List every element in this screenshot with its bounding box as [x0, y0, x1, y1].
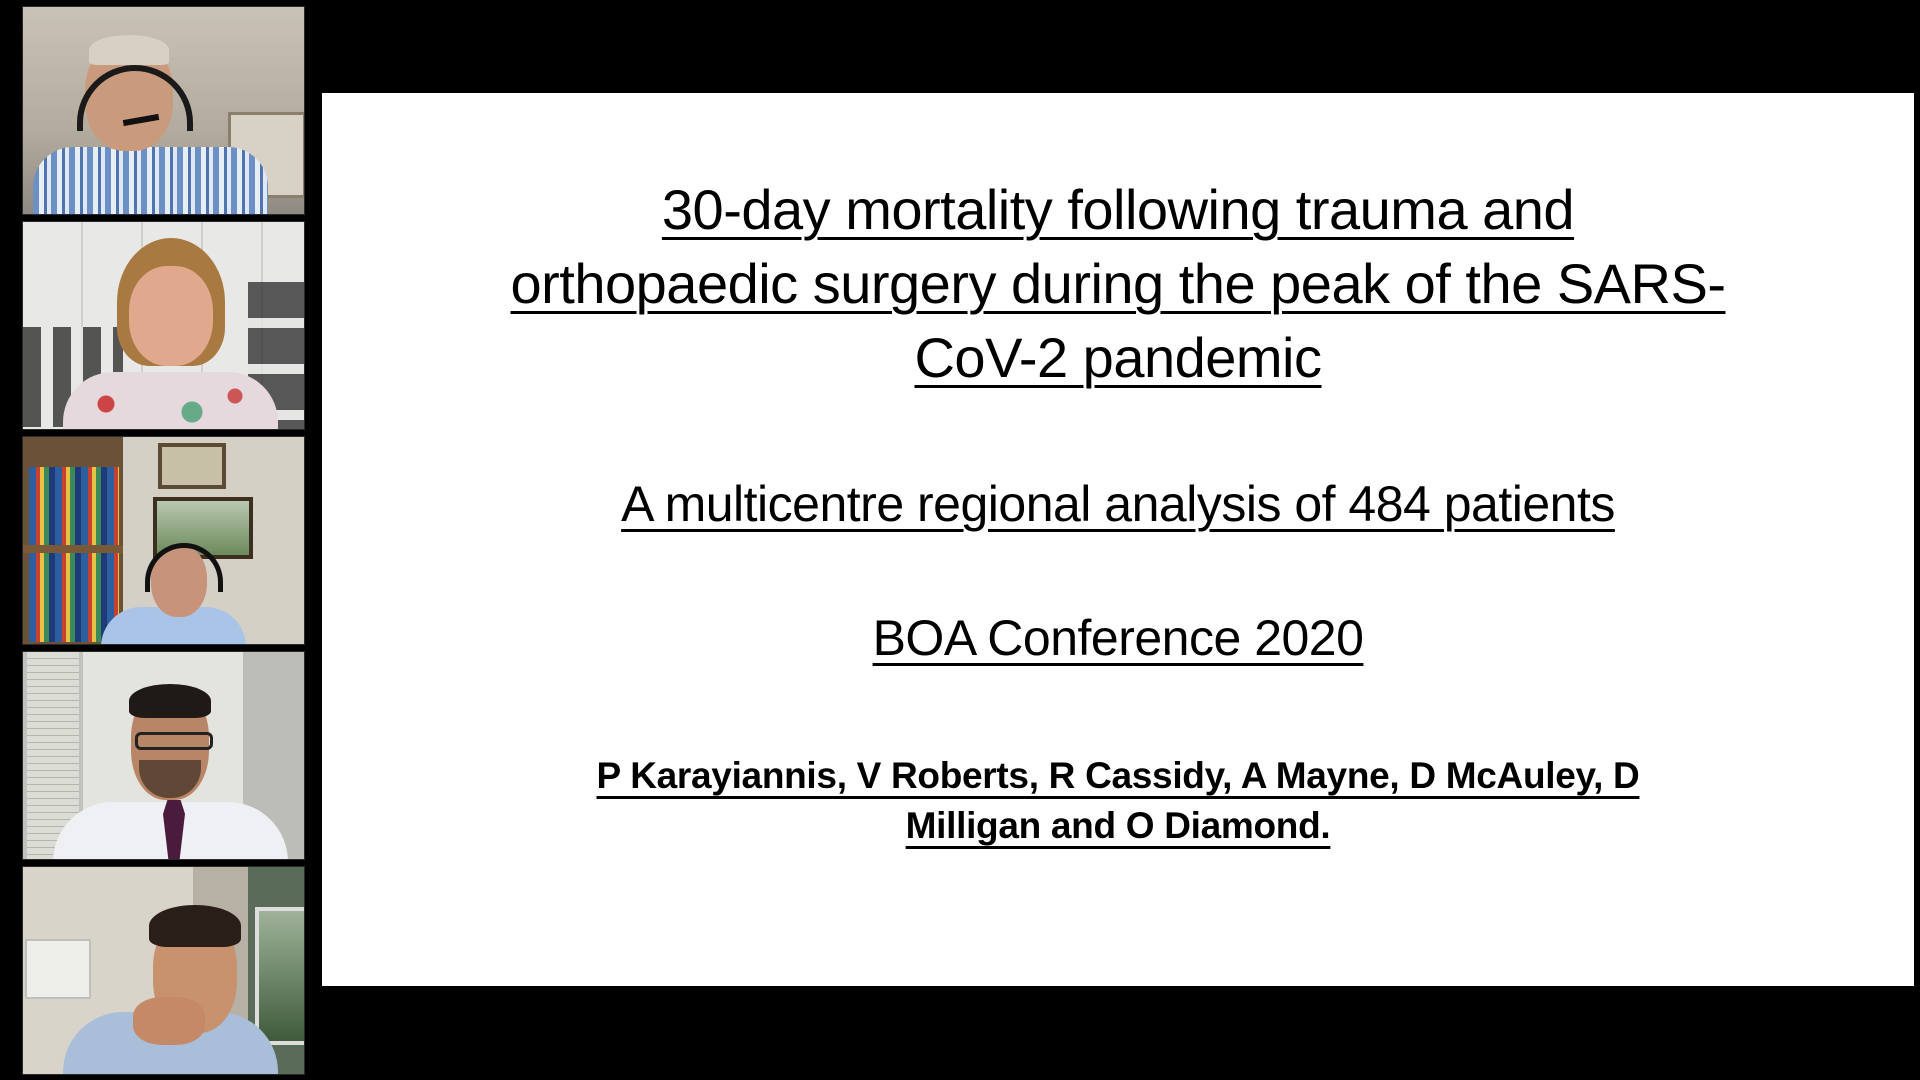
glasses-icon	[135, 732, 213, 750]
participant-video-tile[interactable]	[22, 436, 305, 645]
slide-subtitle: A multicentre regional analysis of 484 patients	[621, 476, 1615, 532]
shared-slide	[322, 93, 1914, 986]
slide-title-line-1: 30-day mortality following trauma and	[661, 178, 1575, 241]
participant-video-tile[interactable]	[22, 6, 305, 215]
participant-face	[129, 266, 213, 366]
slide-conference: BOA Conference 2020	[872, 610, 1364, 666]
slide-title-line-3: CoV-2 pandemic	[914, 326, 1322, 389]
participant-video-tile[interactable]	[22, 651, 305, 860]
window	[255, 907, 305, 1045]
participant-video-tile[interactable]	[22, 866, 305, 1075]
participant-gallery	[20, 6, 322, 1074]
slide-authors-line-1: P Karayiannis, V Roberts, R Cassidy, A Mayne, D McAuley, D	[596, 755, 1640, 796]
bookshelf	[29, 467, 119, 642]
slide-title-line-2: orthopaedic surgery during the peak of the SARS-	[510, 252, 1726, 315]
participant-video-tile[interactable]	[22, 221, 305, 430]
wall-picture	[158, 443, 226, 489]
slide-authors-line-2: Milligan and O Diamond.	[905, 805, 1331, 846]
